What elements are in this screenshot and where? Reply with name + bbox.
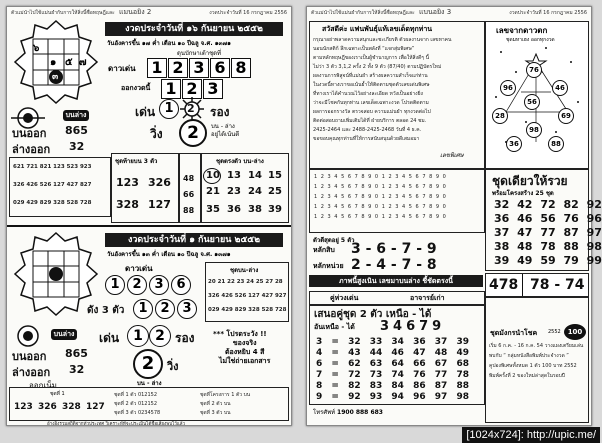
- bon-label: บนออก: [12, 127, 47, 140]
- present-row: 34679: [380, 319, 446, 334]
- article-line: ติดต่อสอบถามเพิ่มเติมได้ที่ ฝ่ายบริการ ตลอด 24 ชม.: [313, 118, 427, 124]
- top-circle: 2: [127, 275, 147, 295]
- table-cell: 15: [268, 170, 282, 181]
- bar-right: อาจารย์เก่า: [410, 294, 445, 302]
- chart-number: ๕: [65, 57, 73, 68]
- top-label-2: ดาวเด่น: [125, 264, 153, 273]
- round2-table-header: ชุดบน-ล่าง: [230, 267, 259, 274]
- article-line: ในงวดนี้ทางเราขอเน้นย้ำให้ติดตามชุดตัวเลขเด่นพิเศษ: [313, 82, 430, 88]
- table-strip: [179, 153, 201, 223]
- bottom-big: 478: [489, 277, 519, 293]
- top-digit: 1: [147, 58, 167, 78]
- strip-cell: 88: [183, 206, 195, 215]
- table-cell: 21: [206, 186, 220, 197]
- tree-num: 69: [558, 108, 574, 124]
- grid-line: 1 2 3 4 5 6 7 8 9 0 1 2 3 4 5 6 7 8 9 0: [314, 204, 447, 210]
- dong-circle: 1: [133, 299, 153, 319]
- two-digit: 3: [203, 79, 223, 99]
- grid-line: 1 2 3 4 5 6 7 8 9 0 1 2 3 4 5 6 7 8 9 0: [314, 194, 447, 200]
- strip-cell: 48: [183, 174, 195, 183]
- tree-num: 28: [492, 108, 508, 124]
- bottom-num: 127: [86, 402, 105, 412]
- article-line: กรุณาอย่าพลาดความสนุกและชะเกียรติ ตัวผลงานจาก เลขหาคน: [313, 37, 452, 43]
- tree-num: 88: [548, 136, 564, 152]
- strip-line: 326 426 526 127 427 827: [13, 182, 92, 188]
- call-number: 1900 888 683: [337, 409, 383, 416]
- wing-label: วิ่ง: [150, 127, 163, 141]
- grid-row: 4 = 43 44 46 47 48 49: [316, 348, 469, 358]
- star-chart-sub: ชุดมหาเฮง ออกทุกงวด: [506, 37, 555, 43]
- left-page: [6, 6, 292, 426]
- hint1-label: หลักสิบ: [313, 246, 335, 254]
- bottom-pair-box: [485, 273, 589, 297]
- two-digit: 1: [161, 79, 181, 99]
- lang-label-2: ล่างออก: [12, 366, 51, 379]
- tree-num: 96: [500, 80, 516, 96]
- promo-title: *** โปรดระวัง !!: [213, 330, 267, 338]
- ad-box: [485, 297, 589, 423]
- ad-line: เริ่ม 6 ก.ค. - 16 ก.ค. 54 วางแผงเตรียมเล่น: [489, 343, 584, 349]
- header-center: แบนอยิง 3: [419, 8, 452, 16]
- two-label: ออกงวดนี้: [121, 84, 151, 92]
- bottom-col-b: ชุดที่ 1 ตัว 012152: [114, 392, 158, 398]
- present-title: เสนอคู่ชุด 2 ตัว เหนือ - ได้: [314, 309, 432, 320]
- ad-year: 2552: [548, 329, 561, 335]
- bon-badge: บนล่าง: [63, 110, 89, 121]
- single-row: 37 47 77 87 97: [494, 226, 602, 239]
- highlight-circle: [203, 168, 221, 184]
- number-grid-box: [309, 169, 485, 233]
- article-line: ขอขอบคุณทุกท่านที่ให้การสนับสนุนด้วยดีเสมอมา: [313, 136, 420, 142]
- star-chart-title: เลขจากดาวตก: [496, 26, 548, 35]
- bon-value-2: 865: [65, 347, 88, 360]
- table-cell: 36: [227, 204, 241, 215]
- header-right: งวดประจำวันที่ 16 กรกฎาคม 2556: [509, 10, 587, 16]
- two-digit: 2: [182, 79, 202, 99]
- strip-line: 326 426 526 127 427 927: [208, 293, 287, 299]
- den-circle: 1: [159, 99, 179, 119]
- article-line: นอนนักสติก้ ลึกเฉพาะเป็นพลังที่ “แจกสุ่มพิเศษ”: [313, 46, 415, 52]
- table-cell: 25: [268, 186, 282, 197]
- bottom-col-c: ชุดที่โครงการ 1 ตัว บน: [200, 392, 251, 398]
- grid-row: 9 = 92 93 94 96 97 98: [316, 392, 469, 402]
- top-circle: 6: [171, 275, 191, 295]
- chart-number: ๖: [33, 43, 40, 54]
- table-left: [111, 153, 179, 223]
- rong-label-2: รอง: [175, 331, 195, 345]
- single-row: 32 42 72 82 92: [494, 198, 602, 211]
- top-digit: 2: [168, 58, 188, 78]
- den-label-2: เด่น: [99, 331, 120, 345]
- ribbon-icon: [13, 325, 43, 347]
- round2-subtitle: วันอังคารขึ้น ๑๓ ค่ำ เดือน ๑๐ ปีฉลู จ.ศ. ๑๓๗๑: [107, 251, 231, 258]
- top-digit: 6: [210, 58, 230, 78]
- hint1: 3 - 6 - 7 - 9: [351, 241, 437, 257]
- tree-num: 76: [526, 62, 542, 78]
- table-cell: 326: [148, 176, 171, 189]
- sub-bar: [309, 291, 485, 305]
- article-line: ผลงานการพิสูจน์ที่แม่นยำ สร้างผลความสำเร็จแก่ท่าน: [313, 73, 428, 79]
- tree-num: 56: [524, 94, 540, 110]
- table-cell: 24: [248, 186, 262, 197]
- bottom-num: 326: [38, 402, 57, 412]
- dong-label: ดัง 3 ตัว: [87, 305, 125, 316]
- grid-line: 1 2 3 4 5 6 7 8 9 0 1 2 3 4 5 6 7 8 9 0: [314, 214, 447, 220]
- strip-line: 621 721 821 123 523 923: [13, 164, 92, 170]
- present-label: อันเหนือ - ได้: [314, 323, 355, 331]
- article-title: สวัสดีค่ะ แฟนพันธุ์แท้เลขเด็ดทุกท่าน: [322, 25, 433, 33]
- table-cell: 23: [227, 186, 241, 197]
- banner: ภาพนี้สูงเนิน เลขมาบนล่าง ชี้ชัดตรงนี้: [309, 275, 483, 287]
- table-right: [201, 153, 289, 223]
- strip-line: 029 429 829 328 528 728: [208, 307, 287, 313]
- lang-value: 32: [69, 140, 85, 153]
- single-set-box: [485, 169, 602, 271]
- star-chart-box: [485, 21, 589, 169]
- top-circle: 1: [105, 275, 125, 295]
- table-cell: 123: [116, 176, 139, 189]
- dao-label: ดุนบักษาเต้าชุดที่: [177, 50, 222, 57]
- bottom-col-b: ชุดที่ 3 ตัว 0234578: [114, 410, 161, 416]
- header-left: ตัวแม่นำไปใช้แม่นยำกับการให้สิ่งนี้ซื่อทฤษฎีและ: [11, 10, 115, 16]
- article-line: ที่ทางเราได้คำนวณไว้อย่างละเอียด หวังเป็นอย่างยิ่ง: [313, 91, 423, 97]
- bottom-header: ชุดที่ 1: [50, 391, 65, 397]
- bon-label-2: บนออก: [12, 350, 47, 363]
- single-title: ชุดเดียวให้รวย: [492, 174, 568, 188]
- header-right: งวดประจำวันที่ 16 กรกฎาคม 2556: [209, 10, 287, 16]
- article-line: ตามหลักทฤษฎีของเราเป็นผู้ชำนาญการ เพื่อให้สิ่งดีๆ นี้: [313, 55, 429, 61]
- bon-badge-2: บนล่าง: [51, 329, 77, 340]
- strip-cell: 66: [183, 190, 195, 199]
- bottom-col-c: ชุดที่ 2 ตัว บน: [200, 401, 231, 407]
- table-cell: 13: [227, 170, 241, 181]
- tree-num: 46: [552, 80, 568, 96]
- header-left: ตัวแม่นำไปใช้แม่นยำกับการให้สิ่งนี้ซื่อทฤษฎีและ: [311, 10, 415, 16]
- grid-line: 1 2 3 4 5 6 7 8 9 0 1 2 3 4 5 6 7 8 9 0: [314, 184, 447, 190]
- present-box: [309, 305, 485, 405]
- page-header: [307, 7, 591, 21]
- top-label: ดาวเด่น: [108, 64, 136, 73]
- dong-circle: 2: [155, 299, 175, 319]
- ok-label: ออกเน็ม: [29, 381, 57, 390]
- grid-row: 3 = 32 33 34 36 37 39: [316, 337, 469, 347]
- article-box: [309, 21, 485, 169]
- wing-circle: 2: [179, 119, 207, 147]
- bottom-col-b: ชุดที่ 2 ตัว 012152: [114, 401, 158, 407]
- bottom-col-c: ชุดที่ 3 ตัว บน: [200, 410, 231, 416]
- table-cell: 35: [206, 204, 220, 215]
- den-circle-2a: 1: [127, 325, 149, 347]
- grid-row: 8 = 82 83 84 86 87 88: [316, 381, 469, 391]
- chart-number: ๑: [50, 57, 57, 68]
- article-line: ผลการออกรางวัล ตรวจสอบ ความแม่นยำ ทุกงวดต่อไป: [313, 109, 431, 115]
- single-sub: พร้อมโครงสร้าง 25 ชุด: [492, 190, 554, 197]
- hint-pre: ตัวดีสุดอยู่ 5 ตัว: [313, 237, 355, 244]
- article-line: 2425-2464 และ 2488-2425-2468 วันที่ 4 ธ.ค.: [313, 127, 422, 133]
- table-cell: 39: [268, 204, 282, 215]
- article-sign: เลขพิเศษ: [440, 152, 464, 159]
- table-cell: 127: [148, 198, 171, 211]
- call-label: โทรศัพท์ 1900 888 683: [313, 409, 383, 416]
- dong-circle: 3: [177, 299, 197, 319]
- wing-circle-2: 2: [133, 349, 163, 379]
- bar-left: คู่ห่วงเด่น: [330, 294, 359, 302]
- grid-row: 7 = 72 73 74 76 77 78: [316, 370, 469, 380]
- top-circle: 3: [149, 275, 169, 295]
- chart-number: ๗: [79, 57, 87, 68]
- bottom-pair: 78 - 74: [530, 277, 585, 293]
- den-b: 2: [187, 102, 195, 115]
- den-circle-2b: 2: [149, 325, 171, 347]
- grid-row: 6 = 62 63 64 66 67 68: [316, 359, 469, 369]
- tree-num: 36: [506, 136, 522, 152]
- footer: อ้างอิงรวมสถิติจากทั่วประเทศ วิเคราะห์ที่จะประเมินได้ชื่อเสียงพบไว้แล้ว: [47, 422, 186, 427]
- hint2: 2 - 4 - 7 - 8: [351, 257, 437, 273]
- table-cell: 10: [206, 170, 220, 181]
- grid-line: 1 2 3 4 5 6 7 8 9 0 1 2 3 4 5 6 7 8 9 0: [314, 174, 447, 180]
- rong-label: รอง: [210, 105, 230, 119]
- single-row: 38 48 78 88 98: [494, 240, 602, 253]
- table-right-header: ชุดตรงตัว บน-ล่าง: [216, 158, 264, 165]
- table-cell: 14: [248, 170, 262, 181]
- bottom-table: [9, 387, 289, 421]
- top-digit: 3: [189, 58, 209, 78]
- watermark: [1024x724]: http://upic.me/: [462, 427, 600, 443]
- ad-line: พบกับ “ กลุ่มหนังสือพิมพ์ประจำงวด ”: [489, 353, 569, 359]
- strip-box: [9, 157, 111, 217]
- lang-label: ล่างออก: [12, 143, 51, 156]
- single-row: 39 49 59 79 99: [494, 254, 602, 267]
- table-cell: 38: [248, 204, 262, 215]
- article-line: ไม่ว่า 3 ตัว 3,1,2 ครั้ง 2 ทั้ง 9 ตัว (87/40) ตามปฏิบัตรใหม่: [313, 64, 442, 70]
- den-label: เด่น: [135, 105, 156, 119]
- header-center: แมนอยิง 2: [119, 8, 152, 16]
- table-cell: 328: [116, 198, 139, 211]
- ad-line: พิมพ์ครั้งที่ 2 ของใหม่ล่าสุดในรอบปี: [489, 373, 565, 379]
- wing-note: บน - ล่าง อยู่ได้เน้นตี: [211, 123, 240, 138]
- strip-line: 029 429 829 328 528 728: [13, 200, 92, 206]
- section-divider: [7, 225, 291, 227]
- chart-number: ๓: [52, 72, 59, 82]
- single-row: 36 46 56 76 96: [494, 212, 602, 225]
- hint2-label: หลักหน่วย: [313, 262, 344, 270]
- ad-title: ชุดมังกรนำโชค: [490, 329, 538, 337]
- bonlang-label: บน - ล่าง: [137, 380, 162, 387]
- bottom-num: 123: [14, 402, 33, 412]
- strip-line: 20 21 22 23 24 25 27 28: [208, 279, 283, 285]
- promo-text: ของจริง ต้องหยิบ 4 สี ไม่ใช่ถ่ายเอกสาร: [219, 339, 271, 365]
- round2-title: งวดประจำวันที่ ๑ กันยายน ๒๕๕๒: [105, 233, 283, 247]
- bottom-num: 328: [62, 402, 81, 412]
- table-left-header: ชุดท้ายบน 3 ตัว: [115, 158, 158, 165]
- lang-value-2: 32: [69, 363, 85, 376]
- tree-num: 98: [526, 122, 542, 138]
- top-digit: 8: [231, 58, 251, 78]
- ad-price: 100: [564, 324, 586, 340]
- right-page: [306, 6, 602, 426]
- round1-title: งวดประจำวันที่ ๑๖ กันยายน ๒๕๕๒: [105, 22, 283, 36]
- bon-value: 865: [65, 124, 88, 137]
- wing-label-2: วิ่ง: [167, 360, 179, 373]
- round1-subtitle: วันอังคารขึ้น ๑๗ ค่ำ เดือน ๑๐ ปีฉลู จ.ศ. ๑๓๗๑: [107, 40, 231, 47]
- ad-line: คูปองพิเศษทั้งหมด 1 ตัว 100 บาท 2552: [489, 363, 577, 369]
- round2-table: [205, 262, 289, 322]
- article-line: ว่าจะมีโชคกันทุกท่าน เลขเด็ดเฉพาะงวด โปรดติดตาม: [313, 100, 429, 106]
